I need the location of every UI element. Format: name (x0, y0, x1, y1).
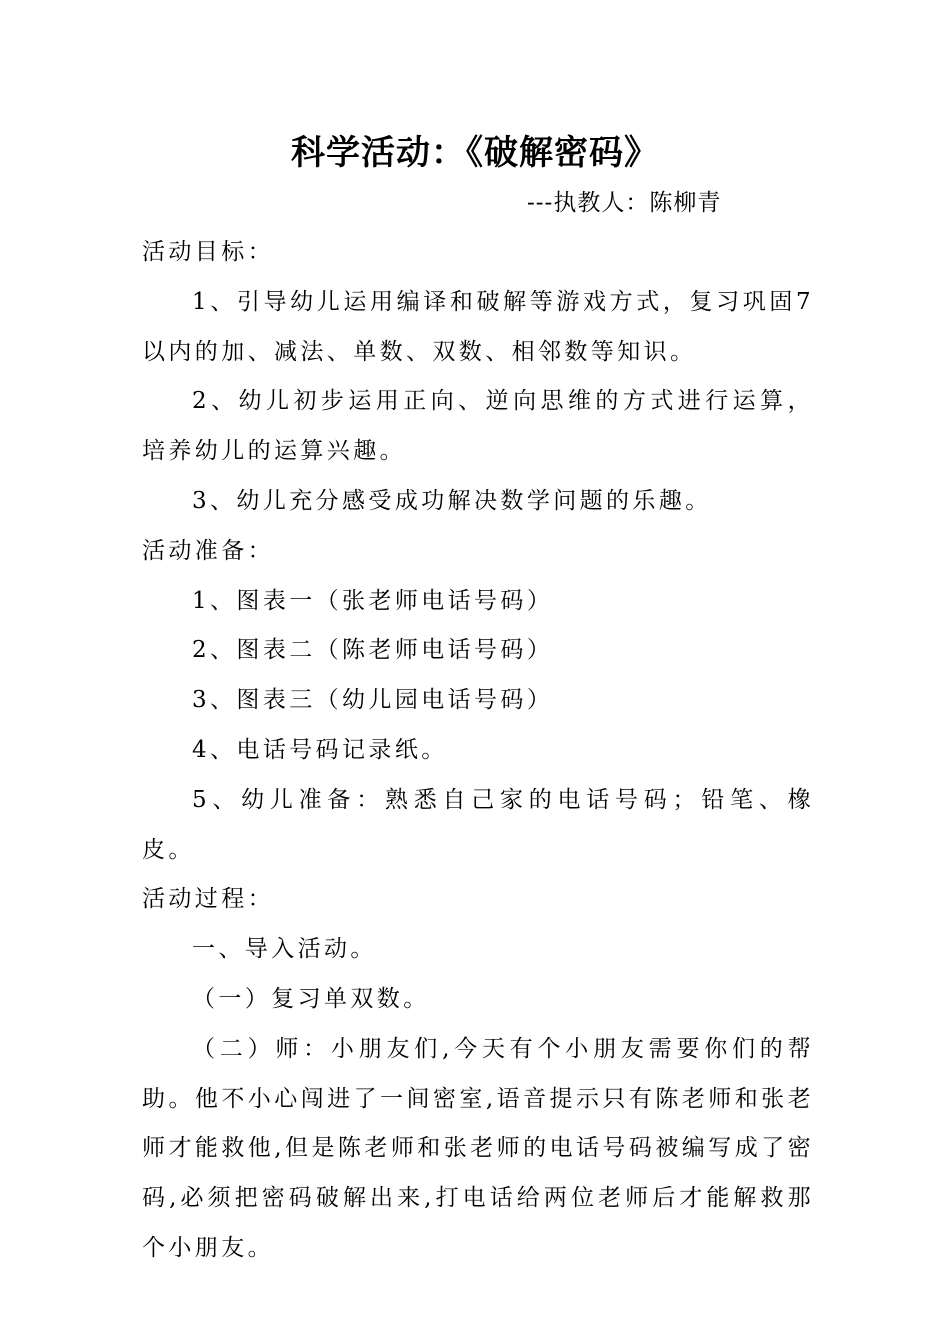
preparation-item: 2、图表二（陈老师电话号码） (192, 637, 554, 664)
goal-item: 2、幼儿初步运用正向、逆向思维的方式进行运算，培养幼儿的运算兴趣。 (142, 388, 814, 465)
process-item: （二）师：小朋友们,今天有个小朋友需要你们的帮助。他不小心闯进了一间密室,语音提示只有陈老师和张老师才能救他,但是陈老师和张老师的电话号码被编写成了密码,必须把密码破解出来,打电话给两位老师后才能解救那个小朋友。 (142, 1035, 814, 1261)
document-body (142, 228, 814, 1274)
process-item: （一）复习单双数。 (192, 985, 430, 1012)
preparation-item: 5、幼儿准备：熟悉自己家的电话号码；铅笔、橡皮。 (142, 786, 814, 863)
preparation-item: 3、图表三（幼儿园电话号码） (192, 687, 554, 714)
document-title: 科学活动：《破解密码》 (291, 133, 659, 173)
preparation-heading: 活动准备： (142, 537, 274, 564)
preparation-item: 4、电话号码记录纸。 (192, 736, 448, 763)
preparation-item: 1、图表一（张老师电话号码） (192, 587, 554, 614)
goal-item: 1、引导幼儿运用编译和破解等游戏方式，复习巩固7以内的加、减法、单数、双数、相邻数等知识。 (142, 288, 814, 365)
goals-heading: 活动目标： (142, 239, 274, 265)
process-heading: 活动过程： (142, 886, 274, 913)
process-item: 一、导入活动。 (192, 936, 377, 963)
author-line: ---执教人：陈柳青 (527, 190, 722, 216)
goal-item: 3、幼儿充分感受成功解决数学问题的乐趣。 (192, 487, 712, 514)
